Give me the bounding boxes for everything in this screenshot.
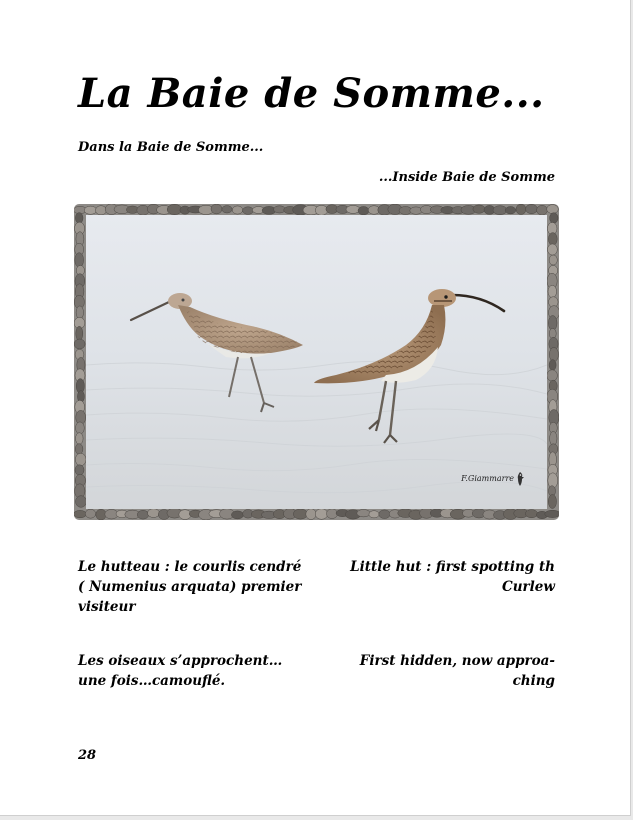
pebble — [293, 509, 307, 519]
pebble — [346, 205, 360, 213]
pebble — [548, 244, 558, 255]
curlew-illustration — [86, 215, 547, 509]
photo-frame — [74, 204, 559, 520]
pebble — [550, 431, 557, 445]
pebble — [148, 509, 160, 518]
pebble — [549, 360, 556, 371]
caption-line: Les oiseaux s’approchent… — [78, 653, 283, 669]
pebble — [84, 206, 96, 214]
pebble — [167, 204, 182, 214]
pebble — [74, 339, 85, 349]
subtitle-french: Dans la Baie de Somme... — [78, 140, 264, 155]
pebble — [75, 444, 83, 455]
photo-credit: F.Giammarre — [461, 474, 514, 483]
page-title: La Baie de Somme... — [78, 70, 545, 117]
pebble — [525, 510, 537, 518]
pebble — [379, 510, 390, 519]
caption-english-1 — [345, 557, 555, 597]
pebble — [537, 205, 548, 215]
pebble — [545, 510, 559, 517]
pebble — [548, 233, 557, 246]
pebble — [222, 206, 232, 213]
pebble — [516, 204, 526, 214]
caption-line: Curlew — [501, 579, 555, 595]
pebble — [76, 326, 83, 340]
page-number: 28 — [78, 748, 97, 763]
pebble — [76, 496, 87, 508]
subtitle-english: ...Inside Baie de Somme — [378, 170, 555, 185]
pebble — [85, 509, 95, 518]
pebble — [473, 205, 485, 213]
pebble — [76, 422, 85, 434]
pebble — [547, 370, 558, 381]
pebble — [493, 206, 507, 215]
pebble — [547, 205, 559, 214]
curlew-photo — [86, 215, 547, 509]
pebble — [505, 207, 516, 214]
pebble — [306, 509, 316, 520]
caption-line: visiteur — [78, 599, 136, 615]
pebble — [232, 206, 242, 214]
pebble — [549, 255, 557, 265]
pebble — [96, 206, 107, 215]
caption-line: ( Numenius arquata) premier — [78, 579, 302, 595]
pebble — [548, 495, 556, 509]
pebble — [358, 207, 369, 215]
caption-french-1 — [78, 557, 318, 617]
pebble — [550, 213, 558, 224]
caption-line: Little hut : first spotting th — [350, 559, 555, 575]
caption-line: Le hutteau : le courlis cendré — [78, 559, 302, 575]
pebble — [211, 204, 222, 214]
pebble — [315, 509, 328, 520]
pebble — [74, 510, 87, 517]
pebble — [75, 453, 86, 465]
caption-line: une fois…camouflé. — [78, 673, 226, 689]
caption-english-2 — [345, 651, 555, 691]
pebble — [526, 204, 538, 213]
pebble — [243, 207, 254, 215]
pebble — [357, 510, 370, 517]
pebble — [75, 253, 84, 268]
kingfisher-icon — [515, 471, 525, 487]
pebble — [315, 205, 327, 215]
caption-french-2 — [78, 651, 318, 691]
pebble — [76, 433, 84, 445]
pebble — [231, 511, 243, 519]
caption-line: First hidden, now approa- — [359, 653, 555, 669]
pebble — [548, 285, 557, 297]
caption-line: ching — [512, 673, 555, 689]
pebble — [549, 347, 558, 361]
pebble — [75, 465, 84, 475]
pebble — [369, 511, 379, 518]
pebble — [75, 213, 83, 224]
pebble — [137, 510, 148, 519]
